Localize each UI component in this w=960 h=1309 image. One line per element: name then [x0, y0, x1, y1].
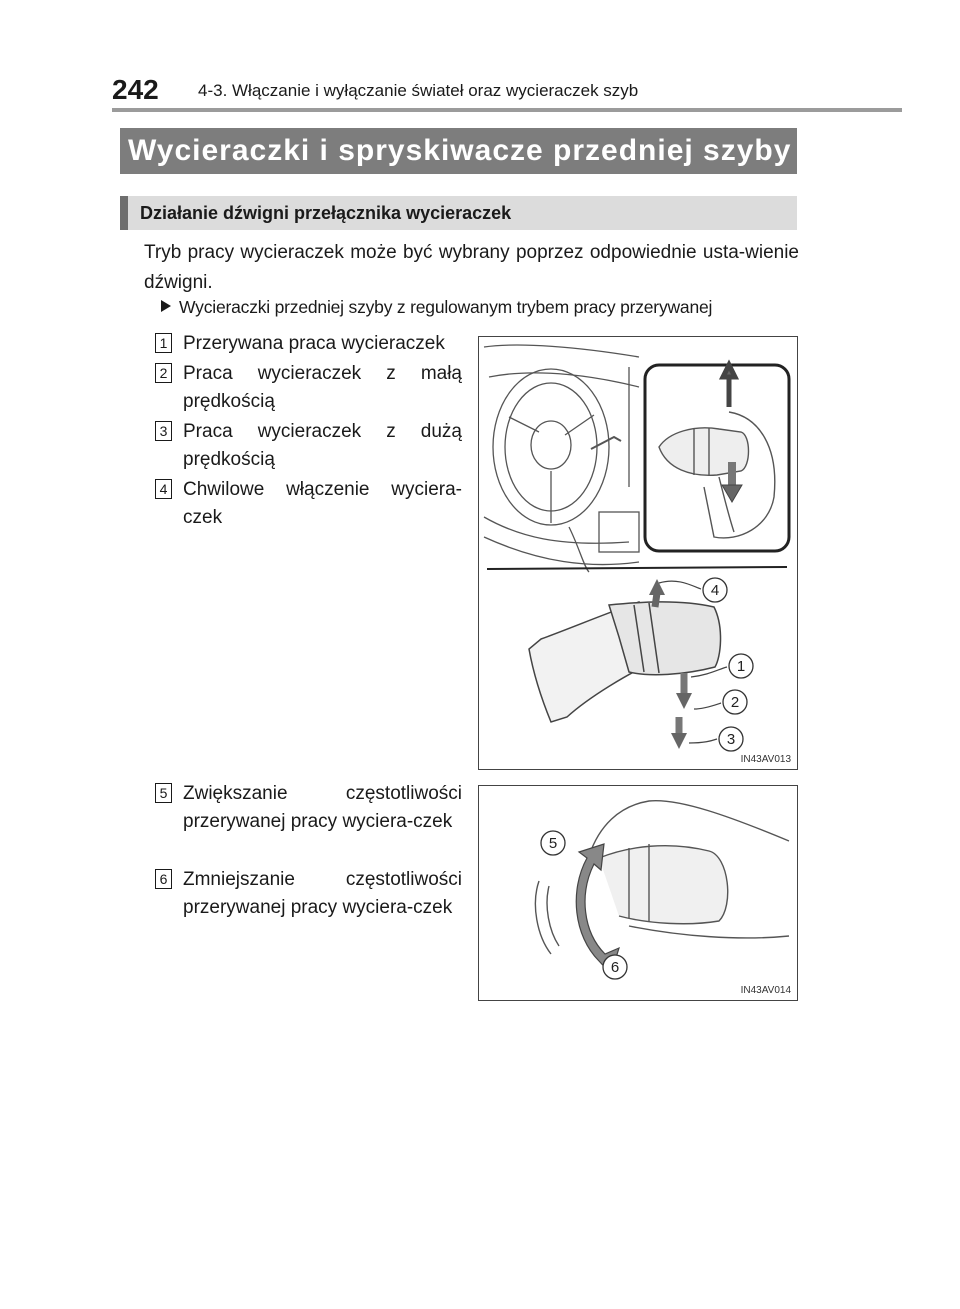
item-text: Przerywana praca wycieraczek — [183, 333, 445, 354]
callout-6: 6 — [610, 959, 620, 976]
wiper-lever-figure — [478, 336, 798, 770]
figure-code: IN43AV014 — [740, 985, 791, 996]
callout-5: 5 — [548, 835, 558, 852]
item-number: 5 — [155, 783, 172, 803]
bullet-heading — [161, 297, 801, 318]
item-text: Praca wycieraczek z dużą prędkością — [183, 421, 462, 470]
list-item — [155, 476, 462, 532]
item-text: Zwiększanie częstotliwości przerywanej pracy wyciera-czek — [183, 783, 462, 832]
running-header: 4-3. Włączanie i wyłączanie świateł oraz wycieraczek szyb — [198, 81, 639, 100]
list-item — [155, 418, 462, 474]
callout-2: 2 — [730, 694, 740, 711]
list-item — [155, 866, 462, 922]
section-title: Wycieraczki i spryskiwacze przedniej szyby — [120, 128, 797, 174]
item-text: Praca wycieraczek z małą prędkością — [183, 363, 462, 412]
item-number: 6 — [155, 869, 172, 889]
wiper-lever-illustration — [479, 337, 796, 768]
subsection-title: Działanie dźwigni przełącznika wycieraczek — [120, 196, 797, 230]
frequency-ring-figure — [478, 785, 798, 1001]
item-text: Zmniejszanie częstotliwości przerywanej pracy wyciera-czek — [183, 869, 462, 918]
bullet-text: Wycieraczki przedniej szyby z regulowanym trybem pracy przerywanej — [179, 297, 713, 317]
item-number: 4 — [155, 479, 172, 499]
callout-3: 3 — [726, 731, 736, 748]
list-item — [155, 780, 462, 836]
triangle-bullet-icon — [161, 300, 171, 312]
item-number: 3 — [155, 421, 172, 441]
item-number: 1 — [155, 333, 172, 353]
item-text: Chwilowe włączenie wyciera-czek — [183, 479, 462, 528]
item-number: 2 — [155, 363, 172, 383]
list-item — [155, 360, 462, 416]
callout-4: 4 — [710, 582, 720, 599]
frequency-ring-illustration — [479, 786, 796, 999]
figure-code: IN43AV013 — [740, 754, 791, 765]
list-item — [155, 330, 462, 358]
page-number: 242 — [112, 74, 159, 105]
callout-1: 1 — [736, 658, 746, 675]
header-rule — [112, 108, 902, 112]
intro-paragraph: Tryb pracy wycieraczek może być wybrany poprzez odpowiednie usta-wienie dźwigni. — [144, 242, 799, 293]
